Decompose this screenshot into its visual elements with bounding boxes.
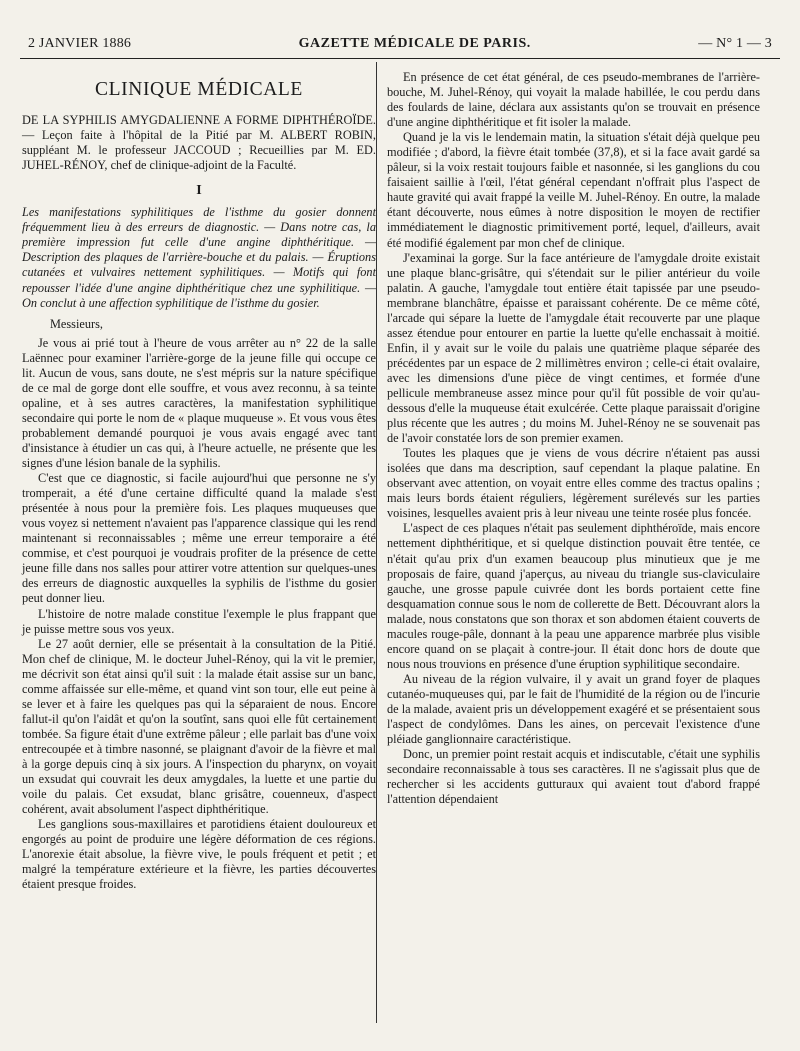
journal-name: GAZETTE MÉDICALE DE PARIS.: [298, 36, 531, 51]
section-title: CLINIQUE MÉDICALE: [95, 79, 303, 100]
part-numeral: I: [196, 183, 202, 199]
paragraph: Toutes les plaques que je viens de vous décrire n'étaient pas aussi isolées que dans ma description, sauf cependant la plaque palatine. En observant avec attention, on voyait entre elles comme des tractus opalins ; mais leurs bords étaient réguliers, légèrement surélevés sur les parties voisines, lesquelles avaient pris à leur niveau une teinte rosée plus foncée.: [387, 446, 760, 521]
lecture-title: [22, 113, 376, 173]
article-summary: [22, 205, 376, 310]
summary-text: Les manifestations syphilitiques de l'isthme du gosier donnent fréquemment lieu à des erreurs de diagnostic. — Dans notre cas, la première impression fut celle d'une angine diphthéritique. — Description des plaques de l'arrière-bouche et du palais. — Éruptions cutanées et vulvaires nettement syphilitiques. — Motifs qui font repousser l'idée d'une angine diphthéritique chez une syphilitique. — On conclut à une affection syphilitique de l'isthme du gosier.: [22, 205, 376, 310]
issue-page-number: — N° 1 — 3: [698, 36, 772, 51]
lecture-title-text: DE LA SYPHILIS AMYGDALIENNE A FORME DIPHTHÉROÏDE. — Leçon faite à l'hôpital de la Pitié par M. ALBERT ROBIN, suppléant M. le professeur JACCOUD ; Recueillies par M. ED. JUHEL-RÉNOY, chef de clinique-adjoint de la Faculté.: [22, 113, 376, 173]
paragraph: En présence de cet état général, de ces pseudo-membranes de l'arrière-bouche, M. Juhel-Rénoy, qui voyait la malade habillée, le cou perdu dans des foulards de laine, déclara aux assistants qu'on se trouvait en présence d'une angine diphthéritique et fit isoler la malade.: [387, 70, 760, 130]
paragraph: J'examinai la gorge. Sur la face antérieure de l'amygdale droite existait une plaque blanc-grisâtre, qui s'étendait sur le pilier antérieur du voile palatin. A gauche, l'amygdale tout entière était tapissée par une pseudo-membrane blanchâtre, épaisse et paraissant cohérente. De ce même côté, l'arcade qui sépare la luette de l'amygdale était recouverte par une plaque assez étendue pour entourer en partie la luette qu'elle enchassait à moitié. Enfin, il y avait sur le voile du palais une quatrième plaque séparée des précédentes par un espace de 2 millimètres environ ; celle-ci était ovalaire, avec les dimensions d'une pièce de vingt centimes, et formée d'une pellicule membraneuse assez mince pour qu'il fût possible de voir qu'au-dessous d'elle la muqueuse était exulcérée. Cette plaque paraissait d'origine plus récente que les autres ; du moins M. Juhel-Rénoy ne se souvenait pas de l'avoir constatée lors de son premier examen.: [387, 250, 760, 446]
paragraph: C'est que ce diagnostic, si facile aujourd'hui que personne ne s'y tromperait, a été d'une certaine difficulté quand la malade s'est présentée à nous pour la première fois. Les plaques muqueuses que vous voyez si nettement n'avaient pas l'apparence classique qui les rend maintenant si reconnaissables ; même une erreur temporaire a été commise, et c'est pourquoi je voudrais profiter de la présence de cette jeune fille dans nos salles pour attirer votre attention sur quelques-unes des erreurs de diagnostic auxquelles la syphilis de l'isthme du gosier peut donner lieu.: [22, 471, 376, 606]
salutation: Messieurs,: [50, 316, 103, 331]
right-column: [387, 70, 760, 807]
header-rule: [20, 58, 780, 59]
page-header: [28, 32, 772, 52]
paragraph: Donc, un premier point restait acquis et indiscutable, c'était une syphilis secondaire reconnaissable à tous ses caractères. Il ne s'agissait plus que de rechercher si les accidents gutturaux qui avaient tout d'abord frappé l'attention dépendaient: [387, 747, 760, 807]
paragraph: L'histoire de notre malade constitue l'exemple le plus frappant que je puisse mettre sous vos yeux.: [22, 606, 376, 636]
column-divider: [376, 62, 377, 1023]
left-column: [22, 64, 376, 892]
paragraph: Au niveau de la région vulvaire, il y avait un grand foyer de plaques cutanéo-muqueuses qui, par le fait de l'humidité de la région ou de l'incurie de la malade, avaient pris un développement exagéré et se présentaient sous l'aspect de condylômes. Dans les aines, on percevait l'existence d'une pléiade ganglionnaire caractéristique.: [387, 671, 760, 747]
paragraph: L'aspect de ces plaques n'était pas seulement diphthéroïde, mais encore nettement diphthéritique, et si quelque distinction pouvait être tentée, ce n'était qu'au prix d'un examen beaucoup plus minutieux que je me proposais de faire, quand j'aperçus, au niveau du triangle sus-claviculaire gauche, une grosse papule cuivrée dont les bords portaient cette fine desquamation connue sous le nom de collerette de Bett. Découvrant alors la malade, nous constatons que son thorax et son abdomen étaient couverts de macules rouge-pâle, donnant à la peau une apparence marbrée plus visible encore quand on se plaçait à contre-jour. Il était donc hors de doute que nous nous trouvions en présence d'une éruption syphilitique secondaire.: [387, 521, 760, 671]
paragraph: Le 27 août dernier, elle se présentait à la consultation de la Pitié. Mon chef de clinique, M. le docteur Juhel-Rénoy, qui la vit le premier, me décrivit son état ainsi qu'il suit : la malade était assise sur un banc, comme affaissée sur elle-même, et quand vint son tour, elle eut peine à se lever et à faire les quelques pas qui la séparaient de nous. Encore fallut-il qu'on l'aidât et qu'on la soutînt, sans quoi elle fût certainement tombée. Sa figure était d'une extrême pâleur ; elle parlait bas d'une voix entrecoupée et à timbre nasonné, se plaignant d'avoir de la fièvre et mal à la gorge depuis cinq à six jours. A l'inspection du pharynx, on voyait un exsudat qui couvrait les deux amygdales, la luette et une partie du voile du palais. Cet exsudat, blanc grisâtre, couenneux, d'aspect cohérent, avait absolument l'aspect diphthéritique.: [22, 636, 376, 817]
paragraph: Quand je la vis le lendemain matin, la situation s'était déjà quelque peu modifiée ; d'abord, la fièvre était tombée (37,8), et si la face avait gardé sa pâleur, si la voix restait toujours faible et nasonnée, si les ganglions du cou faisaient saillie à l'œil, l'état général cependant n'offrait plus l'aspect de haute gravité qui avait frappé la veille M. Juhel-Rénoy. En outre, la malade étant découverte, nous eûmes à notre disposition le moyen de rectifier immédiatement le diagnostic primitivement porté, lequel, d'ailleurs, avait été modifié également par mon chef de clinique.: [387, 130, 760, 250]
left-body: [22, 317, 376, 893]
paragraph: Les ganglions sous-maxillaires et parotidiens étaient douloureux et engorgés au point de produire une légère déformation de ces régions. L'anorexie était absolue, la fièvre vive, le pouls fréquent et petit ; et malgré la température extérieure et la fièvre, les parties découvertes étaient presque froides.: [22, 817, 376, 892]
header-date: 2 JANVIER 1886: [28, 36, 132, 51]
paragraph: Je vous ai prié tout à l'heure de vous arrêter au n° 22 de la salle Laënnec pour examiner l'arrière-gorge de la jeune fille qui occupe ce lit. Aucun de vous, sans doute, ne s'est mépris sur la nature spécifique de ce mal de gorge dont elle souffre, et vous avez reconnu, à sa teinte opaline, et à ses autres caractères, la manifestation syphilitique secondaire qui porte le nom de « plaque muqueuse ». Et vous vous êtes probablement demandé pourquoi je vous avais engagé avec tant d'insistance à étudier un cas qui, à l'heure actuelle, ne présente que les signes d'une lésion banale de la syphilis.: [22, 335, 376, 471]
